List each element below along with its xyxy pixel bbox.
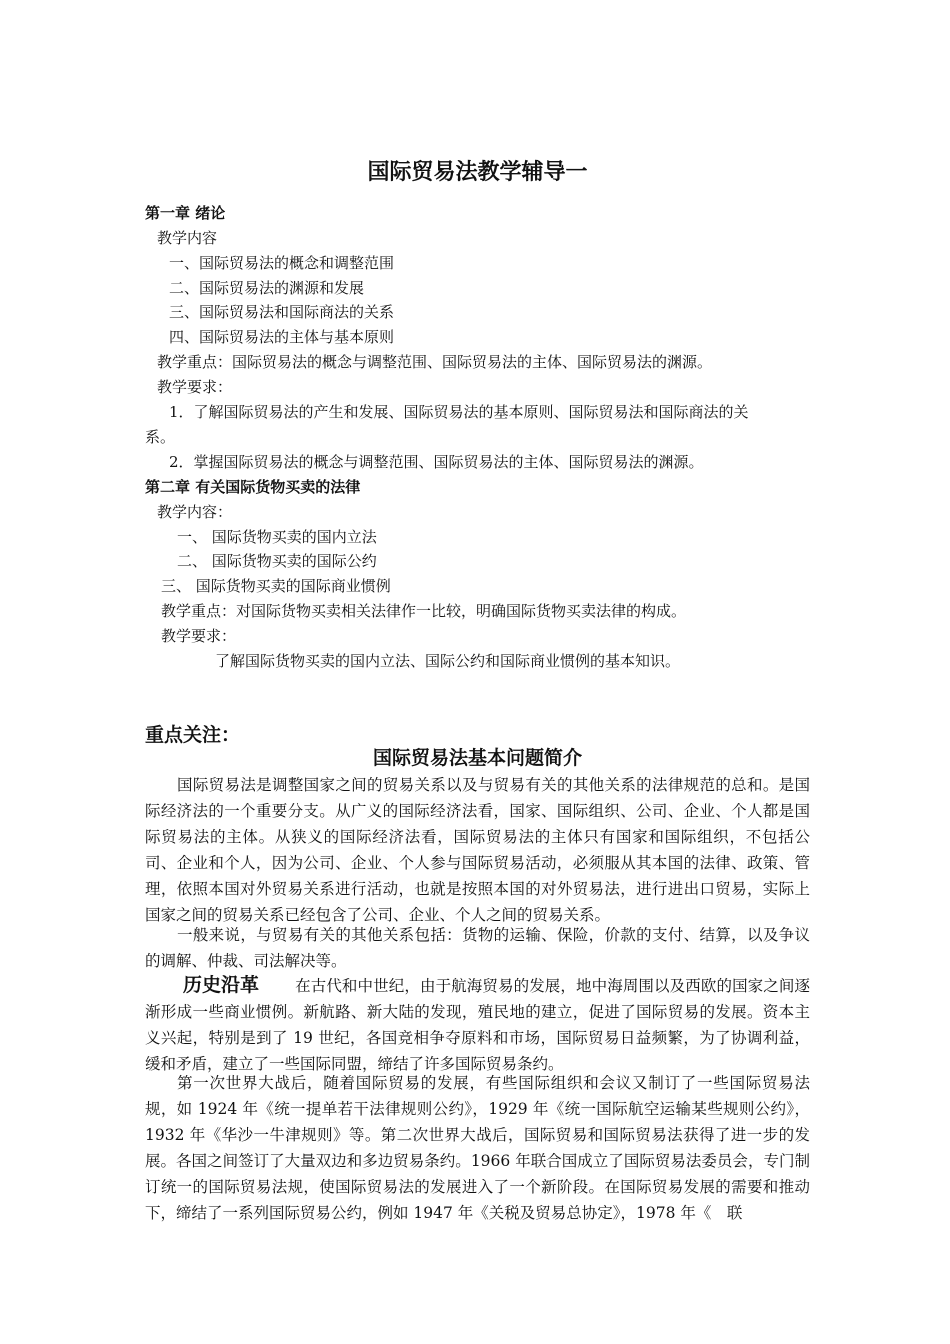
relations-paragraph: 一般来说，与贸易有关的其他关系包括：货物的运输、保险，价款的支付、结算，以及争议的调解、仲裁、司法解决等。 bbox=[145, 926, 810, 970]
chapter1-content-label: 教学内容 bbox=[157, 229, 218, 247]
chapter2-requirement: 了解国际货物买卖的国内立法、国际公约和国际商业惯例的基本知识。 bbox=[215, 652, 681, 670]
chapter1-item: 三、国际贸易法和国际商法的关系 bbox=[169, 303, 395, 321]
key-focus-heading: 重点关注： bbox=[145, 724, 241, 746]
chapter1-requirement-1-cont: 系。 bbox=[145, 428, 176, 446]
chapter1-focus: 教学重点：国际贸易法的概念与调整范围、国际贸易法的主体、国际贸易法的渊源。 bbox=[157, 353, 713, 371]
chapter1-item: 四、国际贸易法的主体与基本原则 bbox=[169, 328, 395, 346]
chapter1-requirements-label: 教学要求： bbox=[157, 378, 233, 396]
postwar-paragraph: 第一次世界大战后，随着国际贸易的发展，有些国际组织和会议又制订了一些国际贸易法规，如 1924 年《统一提单若干法律规则公约》，1929 年《统一国际航空运输某些规则公约》，1932 年《华沙一牛津规则》等。第二次世界大战后，国际贸易和国际贸易法获得了进一步的发展。各国之间签订了大量双边和多边贸易条约。1966 年联合国成立了国际贸易法委员会，专门制订统一的国际贸易法规，使国际贸易法的发展进入了一个新阶段。在国际贸易发展的需要和推动下，缔结了一系列国际贸易公约，例如 1947 年《关税及贸易总协定》，1978 年《 联 bbox=[145, 1074, 810, 1222]
chapter1-heading: 第一章 绪论 bbox=[145, 204, 226, 222]
chapter2-item: 一、 国际货物买卖的国内立法 bbox=[177, 528, 377, 546]
chapter1-requirement-2: 2．掌握国际贸易法的概念与调整范围、国际贸易法的主体、国际贸易法的渊源。 bbox=[169, 453, 704, 471]
chapter2-item: 二、 国际货物买卖的国际公约 bbox=[177, 552, 377, 570]
chapter2-item: 三、 国际货物买卖的国际商业惯例 bbox=[161, 577, 391, 595]
chapter1-item: 一、国际贸易法的概念和调整范围 bbox=[169, 254, 395, 272]
chapter2-content-label: 教学内容： bbox=[157, 503, 233, 521]
chapter1-requirement-1: 1．了解国际贸易法的产生和发展、国际贸易法的基本原则、国际贸易法和国际商法的关 bbox=[169, 403, 749, 421]
document-title: 国际贸易法教学辅导一 bbox=[367, 160, 588, 185]
history-text: 在古代和中世纪，由于航海贸易的发展，地中海周围以及西欧的国家之间逐渐形成一些商业惯例。新航路、新大陆的发现，殖民地的建立，促进了国际贸易的发展。资本主义兴起，特别是到了 19 世纪，各国竞相争夺原料和市场，国际贸易日益频繁，为了协调利益，缓和矛盾，建立了一些国际同盟，缔结了许多国际贸易条约。 bbox=[145, 977, 810, 1073]
chapter1-item: 二、国际贸易法的渊源和发展 bbox=[169, 279, 365, 297]
section-title: 国际贸易法基本问题简介 bbox=[372, 747, 582, 769]
chapter2-focus: 教学重点：对国际货物买卖相关法律作一比较，明确国际货物买卖法律的构成。 bbox=[161, 602, 687, 620]
history-paragraph bbox=[145, 972, 810, 1077]
chapter2-requirements-label: 教学要求： bbox=[161, 627, 237, 645]
history-heading: 历史沿革 bbox=[183, 974, 260, 996]
chapter2-heading: 第二章 有关国际货物买卖的法律 bbox=[145, 478, 361, 496]
intro-paragraph: 国际贸易法是调整国家之间的贸易关系以及与贸易有关的其他关系的法律规范的总和。是国际经济法的一个重要分支。从广义的国际经济法看，国家、国际组织、公司、企业、个人都是国际贸易法的主体。从狭义的国际经济法看，国际贸易法的主体只有国家和国际组织，不包括公司、企业和个人，因为公司、企业、个人参与国际贸易活动，必须服从其本国的法律、政策、管理，依照本国对外贸易关系进行活动，也就是按照本国的对外贸易法，进行进出口贸易，实际上国家之间的贸易关系已经包含了公司、企业、个人之间的贸易关系。 bbox=[145, 776, 810, 924]
